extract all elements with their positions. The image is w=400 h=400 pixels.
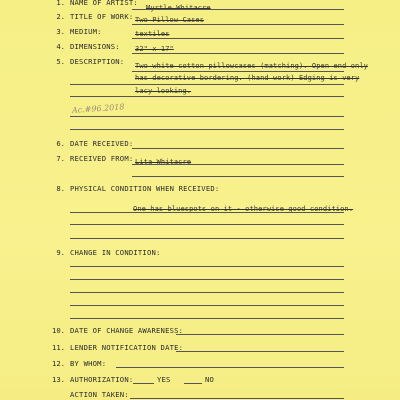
authorization-label: AUTHORIZATION: [70,375,134,384]
lender-notification-date-label: LENDER NOTIFICATION DATE: [70,343,184,352]
description-value-line3: lacy looking. [135,87,192,95]
item-number: 12. [52,359,65,368]
field-underline [70,305,344,306]
field-underline [132,24,344,25]
item-number: 3. [56,27,65,36]
field-underline [132,38,344,39]
item-number: 4. [56,42,65,51]
medium-label: MEDIUM: [70,27,102,36]
field-underline [70,318,344,319]
item-number: 8. [56,184,65,193]
field-underline [70,212,344,213]
item-number: 11. [52,343,65,352]
field-underline [130,398,344,399]
item-number: 2. [56,12,65,21]
physical-condition-value: One has bluespots on it - otherwise good condition. [133,205,354,213]
field-underline [70,292,344,293]
dimensions-label: DIMENSIONS: [70,42,120,51]
dimensions-value: 32" x 17" [135,45,174,53]
field-underline [70,116,344,117]
title-of-work-label: TITLE OF WORK: [70,12,134,21]
item-number: 6. [56,139,65,148]
description-value-line1: Two white cotton pillowcases (matching). Open end only [135,62,368,70]
item-number: 5. [56,57,65,66]
received-from-value: Lita Whitacre [135,158,192,166]
date-of-change-awareness-label: DATE OF CHANGE AWARENESS: [70,326,184,335]
change-in-condition-label: CHANGE IN CONDITION: [70,248,161,257]
description-value-line2: has decorative bordering. (hand work) Edging is very [135,74,360,82]
field-underline [70,224,344,225]
field-underline [132,71,344,72]
field-underline [70,129,344,130]
action-taken-label: ACTION TAKEN: [70,390,129,399]
field-underline [132,148,344,149]
yes-blank[interactable] [133,383,154,384]
yes-label: YES [157,375,171,384]
artist-name-value: Myrtle Whitacre [146,4,211,12]
date-received-label: DATE RECEIVED: [70,139,134,148]
field-underline [116,367,344,368]
field-underline [70,279,344,280]
received-from-label: RECEIVED FROM: [70,154,134,163]
title-of-work-value: Two Pillow Cases [135,16,205,24]
no-label: NO [205,375,215,384]
item-number: 9. [56,248,65,257]
item-number: 1. [56,0,65,7]
no-blank[interactable] [184,383,202,384]
by-whom-label: BY WHOM: [70,359,107,368]
field-underline [176,334,344,335]
field-underline [70,266,344,267]
field-underline [132,176,344,177]
medium-value: textiles [135,30,170,38]
field-underline [132,164,344,165]
field-underline [70,84,344,85]
physical-condition-label: PHYSICAL CONDITION WHEN RECEIVED: [70,184,220,193]
field-underline [70,96,344,97]
description-label: DESCRIPTION: [70,57,125,66]
item-number: 7. [56,154,65,163]
item-number: 13. [52,375,65,384]
field-underline [70,238,344,239]
item-number: 10. [52,326,65,335]
artist-name-label: NAME OF ARTIST: [70,0,138,7]
field-underline [176,351,344,352]
field-underline [132,53,344,54]
field-underline [132,9,344,10]
handwritten-accession-note: Ac.#96.2018 [71,102,125,115]
